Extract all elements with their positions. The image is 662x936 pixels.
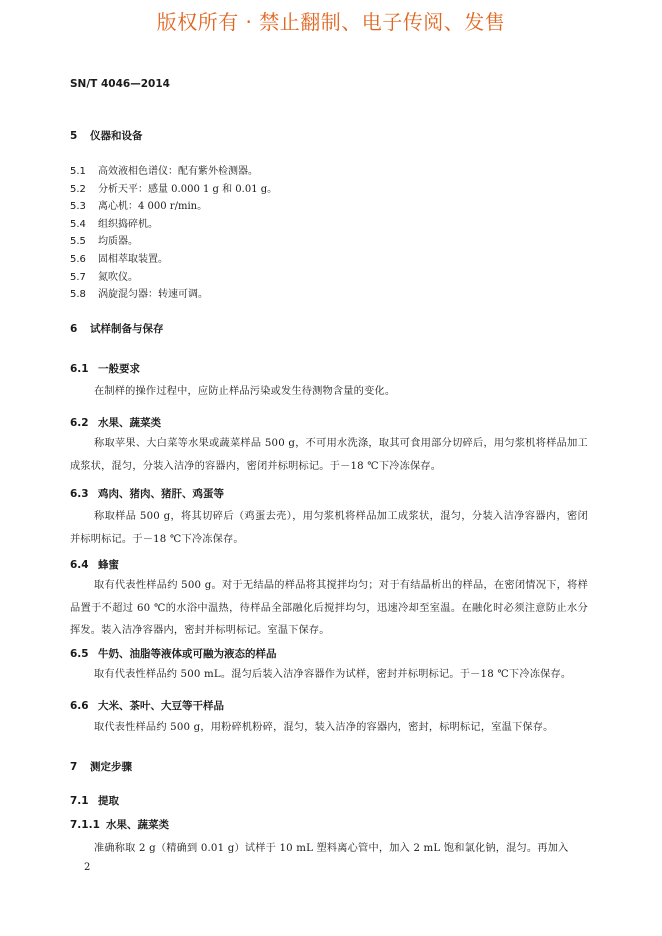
subsection-6-2-heading xyxy=(70,415,161,430)
subsection-7-1-heading xyxy=(70,793,119,808)
section-number: 6 xyxy=(70,323,78,335)
paragraph-6-5: 取有代表性样品约 500 mL。混匀后装入洁净容器作为试样，密封并标明标记。于－18 ℃下冷冻保存。 xyxy=(94,669,572,680)
subsection-6-5-heading xyxy=(70,646,277,661)
subsection-6-3-heading xyxy=(70,486,224,501)
section-title: 测定步骤 xyxy=(90,761,132,773)
item-number: 5.2 xyxy=(70,184,86,195)
paragraph-6-3: 称取样品 500 g，将其切碎后（鸡蛋去壳），用匀浆机将样品加工成浆状，混匀，分装入洁净容器内，密闭并标明标记。于－18 ℃下冷冻保存。 xyxy=(70,511,588,545)
section-title: 大米、茶叶、大豆等干样品 xyxy=(98,700,224,712)
subsection-6-4-heading xyxy=(70,557,119,572)
item-text: 涡旋混匀器：转速可调。 xyxy=(98,289,208,300)
equipment-item xyxy=(70,180,277,195)
standard-number: SN/T 4046—2014 xyxy=(70,78,170,90)
section-title: 鸡肉、猪肉、猪肝、鸡蛋等 xyxy=(98,488,224,500)
section-6-heading xyxy=(70,321,164,336)
equipment-item xyxy=(70,232,138,247)
item-number: 5.5 xyxy=(70,236,86,247)
section-title: 试样制备与保存 xyxy=(90,323,164,335)
section-number: 5 xyxy=(70,130,78,142)
section-title: 水果、蔬菜类 xyxy=(106,819,169,831)
item-number: 5.7 xyxy=(70,272,86,283)
item-number: 5.1 xyxy=(70,166,86,177)
subsection-7-1-1-heading xyxy=(70,817,169,832)
section-number: 6.5 xyxy=(70,648,89,660)
section-title: 蜂蜜 xyxy=(98,559,119,571)
subsection-6-6-heading xyxy=(70,698,224,713)
item-number: 5.6 xyxy=(70,254,86,265)
item-text: 固相萃取装置。 xyxy=(98,254,168,265)
equipment-item xyxy=(70,268,138,283)
page-number: 2 xyxy=(84,862,91,873)
section-7-heading xyxy=(70,759,132,774)
paragraph-6-1: 在制样的操作过程中，应防止样品污染或发生待测物含量的变化。 xyxy=(94,386,396,397)
section-title: 提取 xyxy=(98,795,119,807)
equipment-item xyxy=(70,162,258,177)
subsection-6-1-heading xyxy=(70,361,140,376)
section-number: 6.3 xyxy=(70,488,89,500)
section-number: 6.1 xyxy=(70,363,89,375)
section-title: 水果、蔬菜类 xyxy=(98,417,161,429)
section-title: 仪器和设备 xyxy=(90,130,143,142)
item-text: 高效液相色谱仪：配有紫外检测器。 xyxy=(98,166,258,177)
section-number: 7.1.1 xyxy=(70,819,100,831)
section-number: 6.4 xyxy=(70,559,89,571)
paragraph-6-6: 取代表性样品约 500 g，用粉碎机粉碎，混匀，装入洁净的容器内，密封，标明标记，室温下保存。 xyxy=(94,722,554,733)
equipment-item xyxy=(70,197,207,212)
item-number: 5.4 xyxy=(70,219,86,230)
equipment-item xyxy=(70,250,168,265)
section-number: 7.1 xyxy=(70,795,89,807)
section-title: 牛奶、油脂等液体或可融为液态的样品 xyxy=(98,648,277,660)
section-number: 7 xyxy=(70,761,78,773)
section-number: 6.6 xyxy=(70,700,89,712)
section-5-heading xyxy=(70,128,143,143)
paragraph-6-4: 取有代表性样品约 500 g。对于无结晶的样品将其搅拌均匀；对于有结晶析出的样品，在密闭情况下，将样品置于不超过 60 ℃的水浴中温热，待样品全部融化后搅拌均匀，迅速冷却至室温。在融化时必须注意防止水分挥发。装入洁净容器内，密封并标明标记。室温下保存。 xyxy=(70,580,588,636)
paragraph-7-1-1: 准确称取 2 g（精确到 0.01 g）试样于 10 mL 塑料离心管中，加入 2 mL 饱和氯化钠，混匀。再加入 xyxy=(94,843,569,854)
item-text: 离心机：4 000 r/min。 xyxy=(98,201,208,212)
item-text: 分析天平：感量 0.000 1 g 和 0.01 g。 xyxy=(98,184,278,195)
equipment-item xyxy=(70,215,158,230)
section-number: 6.2 xyxy=(70,417,89,429)
equipment-item xyxy=(70,285,208,300)
item-text: 组织捣碎机。 xyxy=(98,219,158,230)
item-number: 5.3 xyxy=(70,201,86,212)
item-text: 均质器。 xyxy=(98,236,138,247)
item-text: 氮吹仪。 xyxy=(98,272,138,283)
paragraph-6-2: 称取苹果、大白菜等水果或蔬菜样品 500 g，不可用水洗涤，取其可食用部分切碎后，用匀浆机将样品加工成浆状，混匀，分装入洁净的容器内，密闭并标明标记。于－18 ℃下冷冻保存。 xyxy=(70,438,588,472)
item-number: 5.8 xyxy=(70,289,86,300)
copyright-watermark: 版权所有 · 禁止翻制、电子传阅、发售 xyxy=(156,10,506,34)
section-title: 一般要求 xyxy=(98,363,140,375)
